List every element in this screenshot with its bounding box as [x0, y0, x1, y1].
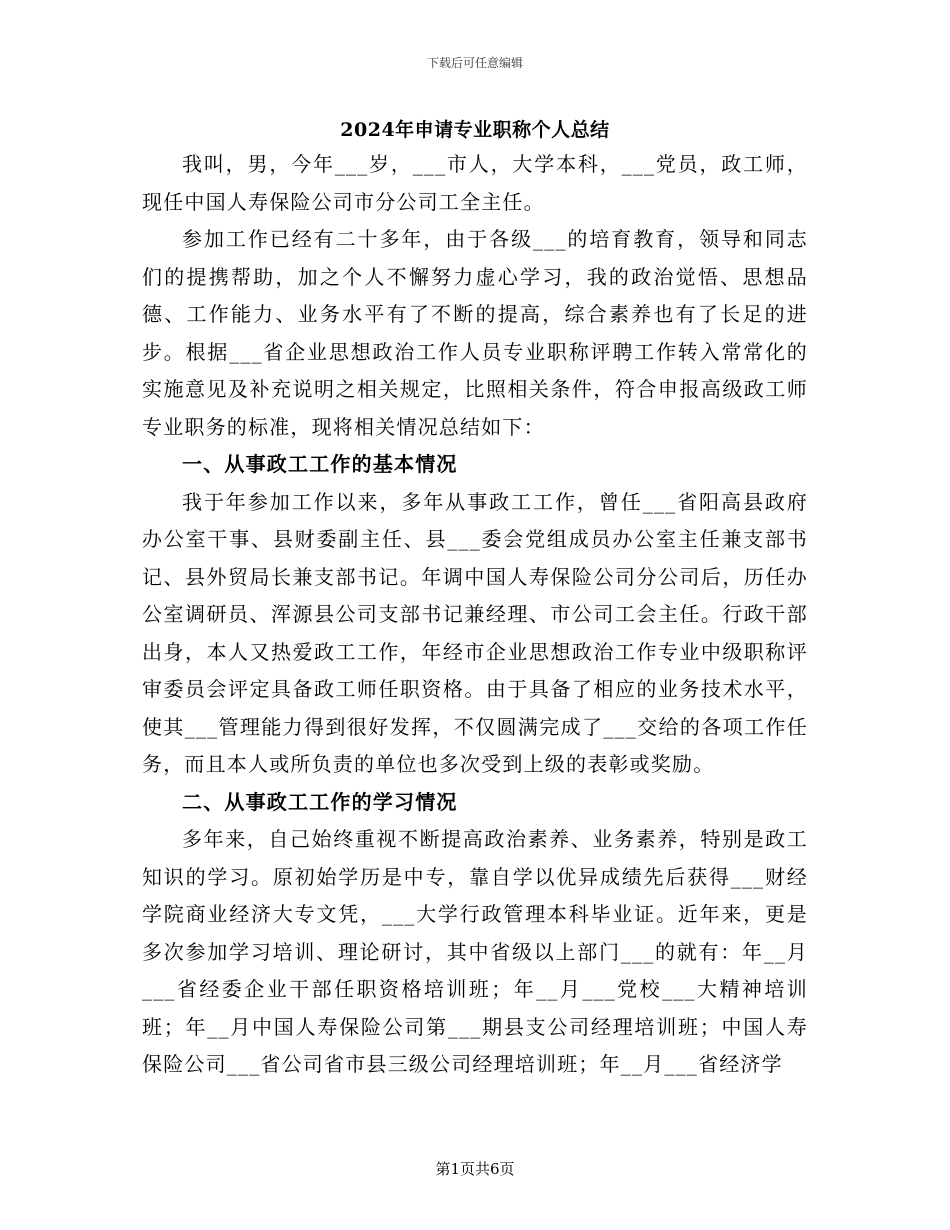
section-1-heading: 一、从事政工工作的基本情况 — [182, 452, 458, 476]
section-2-heading: 二、从事政工工作的学习情况 — [182, 789, 458, 814]
background-paragraph: 参加工作已经有二十多年，由于各级___的培育教育，领导和同志们的提携帮助，加之个人不懈努力虚心学习，我的政治觉悟、思想品德、工作能力、业务水平有了不断的提高，综合素养也有了长足的进步。根据___省企业思想政治工作人员专业职称评聘工作转入常常化的实施意见及补充说明之相关规定，比照相关条件，符合申报高级政工师专业职务的标准，现将相关情况总结如下： — [142, 227, 808, 439]
document-title: 2024年申请专业职称个人总结 — [340, 119, 610, 141]
section-2-paragraph: 多年来，自己始终重视不断提高政治素养、业务素养，特别是政工知识的学习。原初始学历是中专，靠自学以优异成绩先后获得___财经学院商业经济大专文凭，___大学行政管理本科毕业证。近年来，更是多次参加学习培训、理论研讨，其中省级以上部门___的就有：年__月___省经委企业干部任职资格培训班；年__月___党校___大精神培训班；年__月中国人寿保险公司第___期县支公司经理培训班；中国人寿保险公司___省公司省市县三级公司经理培训班；年__月___省经济学 — [142, 827, 808, 1076]
page-header-note: 下载后可任意编辑 — [426, 56, 523, 70]
page-number-footer: 第1页共6页 — [435, 1160, 515, 1178]
document-body — [142, 146, 808, 1084]
intro-paragraph: 我叫，男，今年___岁，___市人，大学本科，___党员，政工师，现任中国人寿保险公司市分公司工全主任。 — [142, 152, 808, 214]
section-1-paragraph: 我于年参加工作以来，多年从事政工工作，曾任___省阳高县政府办公室干事、县财委副主任、县___委会党组成员办公室主任兼支部书记、县外贸局长兼支部书记。年调中国人寿保险公司分公司后，历任办公室调研员、浑源县公司支部书记兼经理、市公司工会主任。行政干部出身，本人又热爱政工工作，年经市企业思想政治工作专业中级职称评审委员会评定具备政工师任职资格。由于具备了相应的业务技术水平，使其___管理能力得到很好发挥，不仅圆满完成了___交给的各项工作任务，而且本人或所负责的单位也多次受到上级的表彰或奖励。 — [142, 489, 808, 776]
